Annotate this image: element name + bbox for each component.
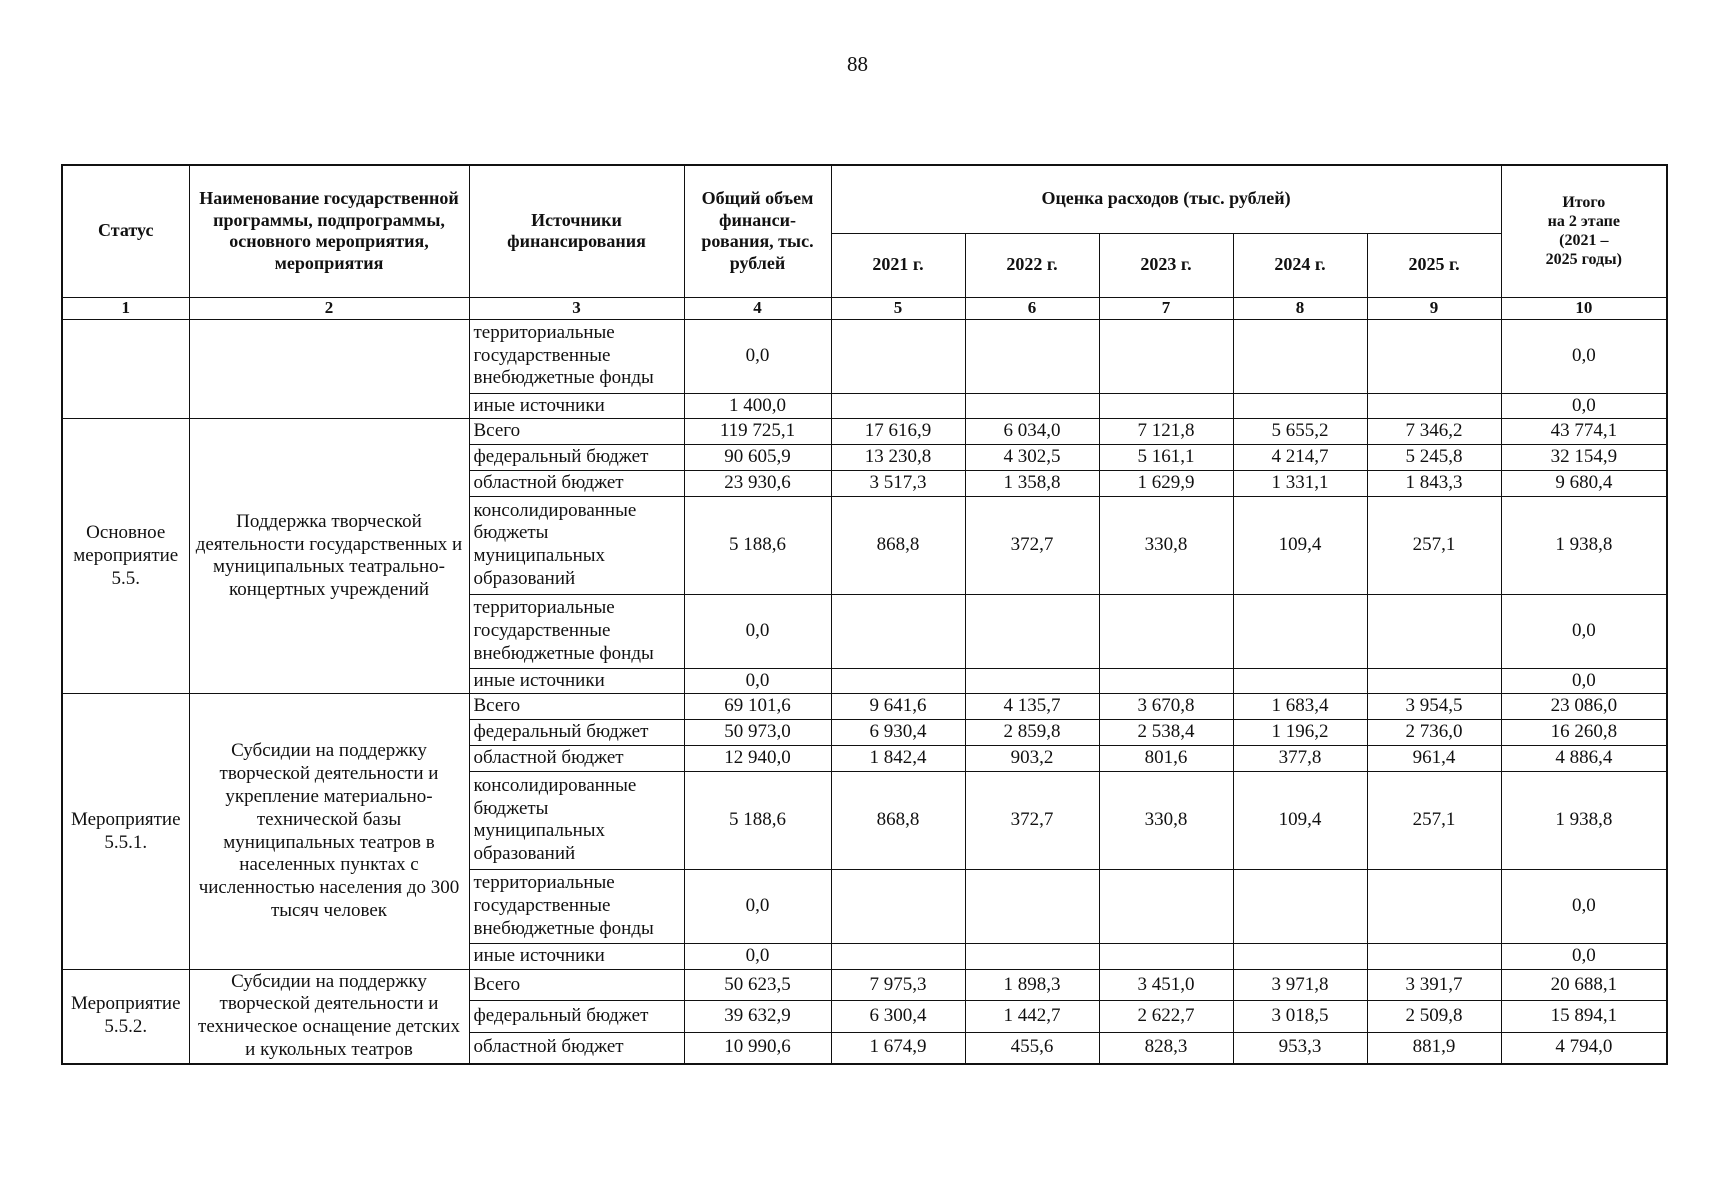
source-cell: территориальные государственные внебюджетные фонды bbox=[469, 869, 684, 943]
stage-total-cell: 0,0 bbox=[1501, 943, 1667, 969]
year-value-cell: 9 641,6 bbox=[831, 694, 965, 720]
year-value-cell: 6 300,4 bbox=[831, 1001, 965, 1033]
page-number: 88 bbox=[847, 52, 868, 76]
total-cell: 50 973,0 bbox=[684, 720, 831, 746]
year-value-cell: 2 736,0 bbox=[1367, 720, 1501, 746]
program-name-cell: Субсидии на поддержку творческой деятельности и техническое оснащение детских и кукольных театров bbox=[189, 969, 469, 1064]
source-cell: Всего bbox=[469, 419, 684, 445]
year-value-cell: 2 859,8 bbox=[965, 720, 1099, 746]
header-year: 2022 г. bbox=[965, 233, 1099, 297]
year-value-cell: 13 230,8 bbox=[831, 445, 965, 471]
status-cell: Основное мероприятие 5.5. bbox=[62, 419, 189, 694]
year-value-cell: 1 331,1 bbox=[1233, 470, 1367, 496]
status-cell bbox=[62, 319, 189, 419]
year-value-cell: 3 391,7 bbox=[1367, 969, 1501, 1001]
stage-total-cell: 4 886,4 bbox=[1501, 746, 1667, 772]
year-value-cell: 17 616,9 bbox=[831, 419, 965, 445]
year-value-cell bbox=[965, 943, 1099, 969]
year-value-cell: 7 346,2 bbox=[1367, 419, 1501, 445]
year-value-cell bbox=[1367, 869, 1501, 943]
year-value-cell: 2 509,8 bbox=[1367, 1001, 1501, 1033]
stage-total-cell: 1 938,8 bbox=[1501, 771, 1667, 869]
year-value-cell: 257,1 bbox=[1367, 771, 1501, 869]
status-cell: Мероприятие 5.5.1. bbox=[62, 694, 189, 969]
column-number: 9 bbox=[1367, 297, 1501, 319]
header-name: Наименование государственной программы, подпрограммы, основного мероприятия, мероприятия bbox=[189, 165, 469, 297]
year-value-cell bbox=[965, 393, 1099, 419]
year-value-cell: 3 971,8 bbox=[1233, 969, 1367, 1001]
column-number: 7 bbox=[1099, 297, 1233, 319]
table-row bbox=[62, 969, 1667, 1001]
total-cell: 5 188,6 bbox=[684, 771, 831, 869]
year-value-cell: 372,7 bbox=[965, 496, 1099, 594]
total-cell: 1 400,0 bbox=[684, 393, 831, 419]
year-value-cell: 3 954,5 bbox=[1367, 694, 1501, 720]
year-value-cell: 4 135,7 bbox=[965, 694, 1099, 720]
header-estimate: Оценка расходов (тыс. рублей) bbox=[831, 165, 1501, 233]
column-number: 5 bbox=[831, 297, 965, 319]
source-cell: территориальные государственные внебюджетные фонды bbox=[469, 319, 684, 393]
year-value-cell: 5 655,2 bbox=[1233, 419, 1367, 445]
table-row bbox=[62, 694, 1667, 720]
year-value-cell bbox=[831, 319, 965, 393]
year-value-cell: 6 930,4 bbox=[831, 720, 965, 746]
total-cell: 119 725,1 bbox=[684, 419, 831, 445]
stage-total-line-1: Итого bbox=[1562, 193, 1606, 211]
total-cell: 0,0 bbox=[684, 869, 831, 943]
year-value-cell bbox=[831, 668, 965, 694]
year-value-cell bbox=[965, 319, 1099, 393]
year-value-cell: 1 843,3 bbox=[1367, 470, 1501, 496]
year-value-cell bbox=[1367, 319, 1501, 393]
year-value-cell: 2 622,7 bbox=[1099, 1001, 1233, 1033]
stage-total-cell: 16 260,8 bbox=[1501, 720, 1667, 746]
source-cell: федеральный бюджет bbox=[469, 720, 684, 746]
column-number: 6 bbox=[965, 297, 1099, 319]
total-cell: 10 990,6 bbox=[684, 1032, 831, 1064]
year-value-cell: 6 034,0 bbox=[965, 419, 1099, 445]
year-value-cell bbox=[831, 869, 965, 943]
year-value-cell: 3 517,3 bbox=[831, 470, 965, 496]
year-value-cell: 5 245,8 bbox=[1367, 445, 1501, 471]
year-value-cell: 3 451,0 bbox=[1099, 969, 1233, 1001]
header-year: 2024 г. bbox=[1233, 233, 1367, 297]
year-value-cell: 1 196,2 bbox=[1233, 720, 1367, 746]
total-cell: 0,0 bbox=[684, 319, 831, 393]
year-value-cell bbox=[831, 393, 965, 419]
stage-total-cell: 32 154,9 bbox=[1501, 445, 1667, 471]
header-status: Статус bbox=[62, 165, 189, 297]
year-value-cell bbox=[1233, 319, 1367, 393]
year-value-cell bbox=[965, 869, 1099, 943]
stage-total-cell: 20 688,1 bbox=[1501, 969, 1667, 1001]
year-value-cell: 1 683,4 bbox=[1233, 694, 1367, 720]
year-value-cell bbox=[1367, 668, 1501, 694]
stage-total-cell: 0,0 bbox=[1501, 393, 1667, 419]
stage-total-cell: 4 794,0 bbox=[1501, 1032, 1667, 1064]
source-cell: территориальные государственные внебюджетные фонды bbox=[469, 594, 684, 668]
year-value-cell: 330,8 bbox=[1099, 771, 1233, 869]
year-value-cell: 330,8 bbox=[1099, 496, 1233, 594]
stage-total-cell: 0,0 bbox=[1501, 869, 1667, 943]
year-value-cell: 5 161,1 bbox=[1099, 445, 1233, 471]
source-cell: областной бюджет bbox=[469, 470, 684, 496]
stage-total-cell: 15 894,1 bbox=[1501, 1001, 1667, 1033]
header-year: 2025 г. bbox=[1367, 233, 1501, 297]
year-value-cell: 961,4 bbox=[1367, 746, 1501, 772]
stage-total-cell: 23 086,0 bbox=[1501, 694, 1667, 720]
source-cell: иные источники bbox=[469, 393, 684, 419]
year-value-cell: 109,4 bbox=[1233, 496, 1367, 594]
year-value-cell bbox=[831, 943, 965, 969]
total-cell: 50 623,5 bbox=[684, 969, 831, 1001]
year-value-cell: 1 442,7 bbox=[965, 1001, 1099, 1033]
source-cell: областной бюджет bbox=[469, 1032, 684, 1064]
year-value-cell: 3 018,5 bbox=[1233, 1001, 1367, 1033]
header-total: Общий объем финанси-рования, тыс. рублей bbox=[684, 165, 831, 297]
year-value-cell: 7 975,3 bbox=[831, 969, 965, 1001]
year-value-cell: 372,7 bbox=[965, 771, 1099, 869]
year-value-cell: 1 629,9 bbox=[1099, 470, 1233, 496]
total-cell: 23 930,6 bbox=[684, 470, 831, 496]
column-number: 3 bbox=[469, 297, 684, 319]
year-value-cell bbox=[1099, 594, 1233, 668]
year-value-cell: 1 842,4 bbox=[831, 746, 965, 772]
year-value-cell: 2 538,4 bbox=[1099, 720, 1233, 746]
source-cell: Всего bbox=[469, 694, 684, 720]
year-value-cell bbox=[1233, 869, 1367, 943]
source-cell: консолидированные бюджеты муниципальных образований bbox=[469, 771, 684, 869]
column-number: 8 bbox=[1233, 297, 1367, 319]
stage-total-cell: 43 774,1 bbox=[1501, 419, 1667, 445]
source-cell: федеральный бюджет bbox=[469, 445, 684, 471]
year-value-cell bbox=[1099, 319, 1233, 393]
year-value-cell: 1 358,8 bbox=[965, 470, 1099, 496]
year-value-cell: 3 670,8 bbox=[1099, 694, 1233, 720]
year-value-cell: 455,6 bbox=[965, 1032, 1099, 1064]
column-number: 4 bbox=[684, 297, 831, 319]
year-value-cell: 953,3 bbox=[1233, 1032, 1367, 1064]
table-body bbox=[62, 319, 1667, 1064]
total-cell: 0,0 bbox=[684, 668, 831, 694]
year-value-cell bbox=[965, 668, 1099, 694]
total-cell: 5 188,6 bbox=[684, 496, 831, 594]
total-cell: 39 632,9 bbox=[684, 1001, 831, 1033]
total-cell: 69 101,6 bbox=[684, 694, 831, 720]
total-cell: 0,0 bbox=[684, 943, 831, 969]
header-year: 2021 г. bbox=[831, 233, 965, 297]
year-value-cell bbox=[1099, 393, 1233, 419]
stage-total-line-4: 2025 годы) bbox=[1545, 251, 1622, 269]
year-value-cell: 7 121,8 bbox=[1099, 419, 1233, 445]
column-number: 10 bbox=[1501, 297, 1667, 319]
source-cell: консолидированные бюджеты муниципальных образований bbox=[469, 496, 684, 594]
table-row bbox=[62, 419, 1667, 445]
source-cell: иные источники bbox=[469, 668, 684, 694]
header-year: 2023 г. bbox=[1099, 233, 1233, 297]
year-value-cell bbox=[1233, 668, 1367, 694]
status-cell: Мероприятие 5.5.2. bbox=[62, 969, 189, 1064]
header-stage-total bbox=[1501, 165, 1667, 297]
stage-total-cell: 0,0 bbox=[1501, 668, 1667, 694]
year-value-cell: 109,4 bbox=[1233, 771, 1367, 869]
year-value-cell bbox=[1099, 668, 1233, 694]
stage-total-cell: 1 938,8 bbox=[1501, 496, 1667, 594]
source-cell: федеральный бюджет bbox=[469, 1001, 684, 1033]
year-value-cell bbox=[1099, 943, 1233, 969]
year-value-cell bbox=[1233, 393, 1367, 419]
stage-total-cell: 0,0 bbox=[1501, 594, 1667, 668]
total-cell: 90 605,9 bbox=[684, 445, 831, 471]
year-value-cell: 377,8 bbox=[1233, 746, 1367, 772]
table-row bbox=[62, 319, 1667, 393]
column-number: 2 bbox=[189, 297, 469, 319]
year-value-cell: 881,9 bbox=[1367, 1032, 1501, 1064]
total-cell: 0,0 bbox=[684, 594, 831, 668]
year-value-cell: 1 898,3 bbox=[965, 969, 1099, 1001]
year-value-cell: 903,2 bbox=[965, 746, 1099, 772]
year-value-cell bbox=[1233, 943, 1367, 969]
year-value-cell bbox=[1367, 393, 1501, 419]
year-value-cell: 4 214,7 bbox=[1233, 445, 1367, 471]
stage-total-cell: 9 680,4 bbox=[1501, 470, 1667, 496]
header-sources: Источники финансирования bbox=[469, 165, 684, 297]
budget-table bbox=[61, 164, 1668, 1065]
source-cell: областной бюджет bbox=[469, 746, 684, 772]
year-value-cell: 801,6 bbox=[1099, 746, 1233, 772]
year-value-cell bbox=[965, 594, 1099, 668]
program-name-cell: Субсидии на поддержку творческой деятельности и укрепление материально-технической базы муниципальных театров в населенных пунктах с численностью населения до 300 тысяч человек bbox=[189, 694, 469, 969]
year-value-cell: 828,3 bbox=[1099, 1032, 1233, 1064]
year-value-cell bbox=[1233, 594, 1367, 668]
year-value-cell: 257,1 bbox=[1367, 496, 1501, 594]
year-value-cell: 868,8 bbox=[831, 771, 965, 869]
program-name-cell: Поддержка творческой деятельности государственных и муниципальных театрально-концертных учреждений bbox=[189, 419, 469, 694]
source-cell: Всего bbox=[469, 969, 684, 1001]
year-value-cell bbox=[1099, 869, 1233, 943]
stage-total-line-2: на 2 этапе bbox=[1547, 213, 1620, 231]
total-cell: 12 940,0 bbox=[684, 746, 831, 772]
source-cell: иные источники bbox=[469, 943, 684, 969]
year-value-cell bbox=[1367, 594, 1501, 668]
year-value-cell: 1 674,9 bbox=[831, 1032, 965, 1064]
stage-total-line-3: (2021 – bbox=[1559, 232, 1609, 250]
stage-total-cell: 0,0 bbox=[1501, 319, 1667, 393]
year-value-cell bbox=[831, 594, 965, 668]
year-value-cell: 4 302,5 bbox=[965, 445, 1099, 471]
year-value-cell bbox=[1367, 943, 1501, 969]
column-number: 1 bbox=[62, 297, 189, 319]
year-value-cell: 868,8 bbox=[831, 496, 965, 594]
program-name-cell bbox=[189, 319, 469, 419]
